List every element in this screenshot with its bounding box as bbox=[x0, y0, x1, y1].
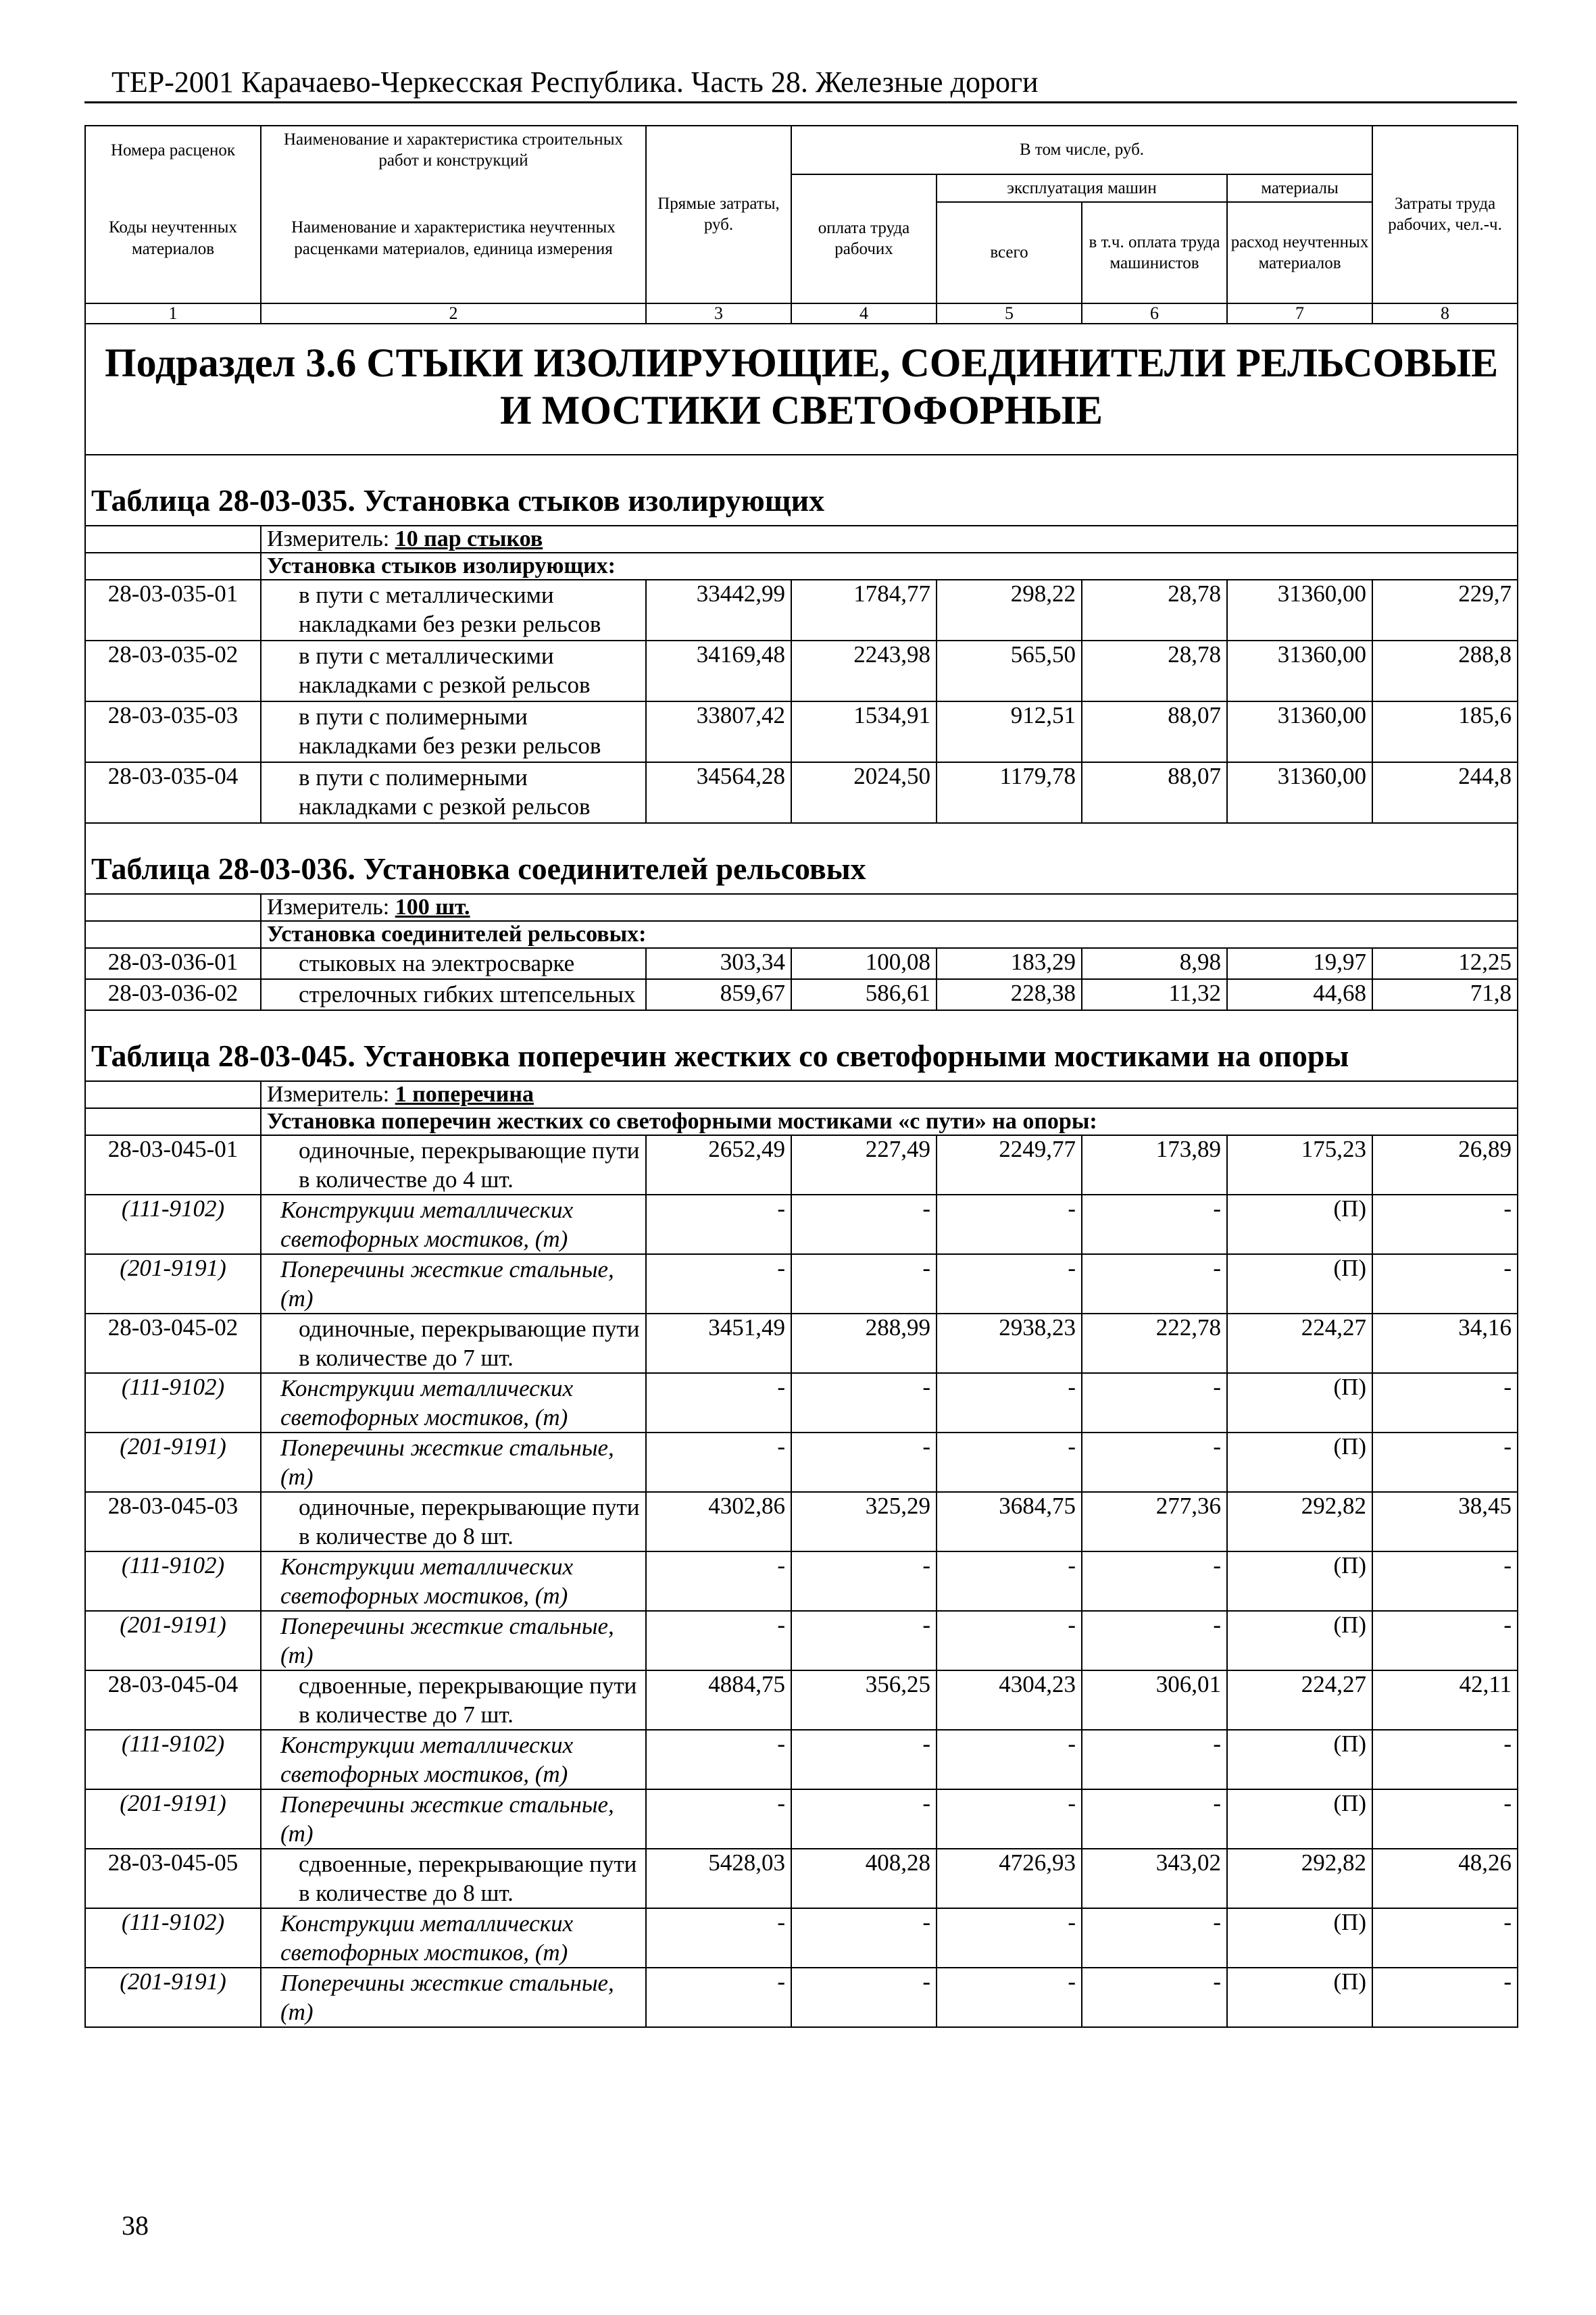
column-numbers-row bbox=[85, 303, 1518, 324]
material-row bbox=[85, 1968, 1518, 2027]
material-code: (111-9102) bbox=[85, 1730, 261, 1789]
dash-cell: - bbox=[1372, 1373, 1518, 1433]
dash-cell: - bbox=[646, 1968, 791, 2027]
material-row bbox=[85, 1433, 1518, 1492]
rate-description: сдвоенные, перекрывающие пути в количестве до 8 шт. bbox=[261, 1849, 646, 1908]
table-title: Таблица 28-03-045. Установка поперечин жестких со светофорными мостиками на опоры bbox=[85, 1010, 1518, 1081]
value-cell: 222,78 bbox=[1082, 1314, 1227, 1373]
header-rule bbox=[84, 101, 1517, 103]
rate-code: 28-03-035-01 bbox=[85, 580, 261, 641]
col-header-wages: оплата труда рабочих bbox=[791, 174, 937, 303]
dash-cell: - bbox=[1372, 1254, 1518, 1314]
value-cell: 175,23 bbox=[1227, 1135, 1372, 1195]
value-cell: 325,29 bbox=[791, 1492, 937, 1551]
col-number: 4 bbox=[791, 303, 937, 324]
value-cell: 244,8 bbox=[1372, 762, 1518, 823]
value-cell: 71,8 bbox=[1372, 979, 1518, 1010]
material-code: (201-9191) bbox=[85, 1611, 261, 1670]
dash-cell: - bbox=[646, 1730, 791, 1789]
col-header-labor: Затраты труда рабочих, чел.-ч. bbox=[1372, 126, 1518, 303]
rate-description: в пути с металлическими накладками с резкой рельсов bbox=[261, 641, 646, 701]
col-number: 2 bbox=[261, 303, 646, 324]
dash-cell: - bbox=[646, 1195, 791, 1254]
value-cell: 28,78 bbox=[1082, 641, 1227, 701]
measurement-value: 10 пар стыков bbox=[395, 526, 543, 551]
project-marker: (П) bbox=[1227, 1195, 1372, 1254]
material-description: Поперечины жесткие стальные, (т) bbox=[261, 1254, 646, 1314]
value-cell: 3451,49 bbox=[646, 1314, 791, 1373]
rate-description: в пути с полимерными накладками с резкой рельсов bbox=[261, 762, 646, 823]
section-title: Подраздел 3.6 СТЫКИ ИЗОЛИРУЮЩИЕ, СОЕДИНИТЕЛИ РЕЛЬСОВЫЕ И МОСТИКИ СВЕТОФОРНЫЕ bbox=[85, 324, 1518, 455]
value-cell: 3684,75 bbox=[937, 1492, 1082, 1551]
value-cell: 44,68 bbox=[1227, 979, 1372, 1010]
value-cell: 2243,98 bbox=[791, 641, 937, 701]
dash-cell: - bbox=[791, 1254, 937, 1314]
rates-table bbox=[84, 125, 1518, 2028]
value-cell: 859,67 bbox=[646, 979, 791, 1010]
value-cell: 306,01 bbox=[1082, 1670, 1227, 1730]
value-cell: 298,22 bbox=[937, 580, 1082, 641]
value-cell: 42,11 bbox=[1372, 1670, 1518, 1730]
value-cell: 2024,50 bbox=[791, 762, 937, 823]
value-cell: 38,45 bbox=[1372, 1492, 1518, 1551]
measurement-value: 1 поперечина bbox=[395, 1081, 534, 1107]
table-row bbox=[85, 580, 1518, 641]
project-marker: (П) bbox=[1227, 1433, 1372, 1492]
dash-cell: - bbox=[1082, 1908, 1227, 1968]
table-title: Таблица 28-03-035. Установка стыков изолирующих bbox=[85, 455, 1518, 526]
dash-cell: - bbox=[646, 1551, 791, 1611]
rate-description: в пути с металлическими накладками без резки рельсов bbox=[261, 580, 646, 641]
measurement-value: 100 шт. bbox=[395, 894, 470, 920]
value-cell: 288,99 bbox=[791, 1314, 937, 1373]
rate-description: стрелочных гибких штепсельных bbox=[261, 979, 646, 1010]
value-cell: 2249,77 bbox=[937, 1135, 1082, 1195]
value-cell: 100,08 bbox=[791, 948, 937, 979]
value-cell: 292,82 bbox=[1227, 1849, 1372, 1908]
col-header-machines: эксплуатация машин bbox=[937, 174, 1227, 202]
value-cell: 26,89 bbox=[1372, 1135, 1518, 1195]
value-cell: 183,29 bbox=[937, 948, 1082, 979]
col-header-material-codes: Коды неучтенных материалов bbox=[85, 174, 261, 303]
col-number: 5 bbox=[937, 303, 1082, 324]
table-row bbox=[85, 948, 1518, 979]
rate-code: 28-03-035-02 bbox=[85, 641, 261, 701]
material-code: (111-9102) bbox=[85, 1195, 261, 1254]
dash-cell: - bbox=[1082, 1433, 1227, 1492]
table-row bbox=[85, 979, 1518, 1010]
dash-cell: - bbox=[1082, 1195, 1227, 1254]
dash-cell: - bbox=[937, 1611, 1082, 1670]
col-header-operator-wages: в т.ч. оплата труда машинистов bbox=[1082, 202, 1227, 303]
material-code: (111-9102) bbox=[85, 1373, 261, 1433]
material-description: Конструкции металлических светофорных мостиков, (т) bbox=[261, 1730, 646, 1789]
dash-cell: - bbox=[1372, 1968, 1518, 2027]
empty-cell bbox=[85, 553, 261, 580]
value-cell: 33807,42 bbox=[646, 701, 791, 762]
table-row bbox=[85, 762, 1518, 823]
dash-cell: - bbox=[646, 1433, 791, 1492]
value-cell: 34169,48 bbox=[646, 641, 791, 701]
value-cell: 4884,75 bbox=[646, 1670, 791, 1730]
value-cell: 4304,23 bbox=[937, 1670, 1082, 1730]
rate-code: 28-03-035-03 bbox=[85, 701, 261, 762]
col-header-name: Наименование и характеристика строительных работ и конструкций bbox=[261, 126, 646, 174]
value-cell: 2652,49 bbox=[646, 1135, 791, 1195]
dash-cell: - bbox=[1082, 1789, 1227, 1849]
measurement-unit bbox=[261, 526, 1518, 553]
value-cell: 229,7 bbox=[1372, 580, 1518, 641]
value-cell: 1534,91 bbox=[791, 701, 937, 762]
rate-code: 28-03-036-01 bbox=[85, 948, 261, 979]
value-cell: 277,36 bbox=[1082, 1492, 1227, 1551]
dash-cell: - bbox=[791, 1908, 937, 1968]
rates-table-wrapper bbox=[84, 125, 1517, 2028]
material-description: Конструкции металлических светофорных мостиков, (т) bbox=[261, 1373, 646, 1433]
dash-cell: - bbox=[791, 1373, 937, 1433]
table-row bbox=[85, 1314, 1518, 1373]
dash-cell: - bbox=[791, 1611, 937, 1670]
empty-cell bbox=[85, 1081, 261, 1108]
value-cell: 228,38 bbox=[937, 979, 1082, 1010]
project-marker: (П) bbox=[1227, 1968, 1372, 2027]
dash-cell: - bbox=[791, 1433, 937, 1492]
value-cell: 288,8 bbox=[1372, 641, 1518, 701]
value-cell: 1179,78 bbox=[937, 762, 1082, 823]
empty-cell bbox=[85, 921, 261, 948]
group-heading: Установка поперечин жестких со светофорными мостиками «с пути» на опоры: bbox=[261, 1108, 1518, 1135]
value-cell: 88,07 bbox=[1082, 762, 1227, 823]
value-cell: 12,25 bbox=[1372, 948, 1518, 979]
dash-cell: - bbox=[1082, 1730, 1227, 1789]
group-heading: Установка соединителей рельсовых: bbox=[261, 921, 1518, 948]
value-cell: 5428,03 bbox=[646, 1849, 791, 1908]
col-number: 8 bbox=[1372, 303, 1518, 324]
project-marker: (П) bbox=[1227, 1551, 1372, 1611]
table-title: Таблица 28-03-036. Установка соединителей рельсовых bbox=[85, 823, 1518, 894]
dash-cell: - bbox=[1372, 1730, 1518, 1789]
table-row bbox=[85, 1670, 1518, 1730]
dash-cell: - bbox=[937, 1254, 1082, 1314]
document-header: ТЕР-2001 Карачаево-Черкесская Республика. Часть 28. Железные дороги bbox=[111, 66, 1039, 99]
value-cell: 4302,86 bbox=[646, 1492, 791, 1551]
dash-cell: - bbox=[937, 1908, 1082, 1968]
material-description: Поперечины жесткие стальные, (т) bbox=[261, 1611, 646, 1670]
project-marker: (П) bbox=[1227, 1254, 1372, 1314]
value-cell: 4726,93 bbox=[937, 1849, 1082, 1908]
rate-description: сдвоенные, перекрывающие пути в количестве до 7 шт. bbox=[261, 1670, 646, 1730]
value-cell: 88,07 bbox=[1082, 701, 1227, 762]
measurement-unit bbox=[261, 894, 1518, 921]
measurement-label: Измеритель: bbox=[267, 526, 395, 551]
material-code: (201-9191) bbox=[85, 1789, 261, 1849]
value-cell: 185,6 bbox=[1372, 701, 1518, 762]
material-code: (201-9191) bbox=[85, 1968, 261, 2027]
material-row bbox=[85, 1730, 1518, 1789]
rate-code: 28-03-045-03 bbox=[85, 1492, 261, 1551]
page-number: 38 bbox=[122, 2210, 149, 2241]
col-number: 7 bbox=[1227, 303, 1372, 324]
material-row bbox=[85, 1551, 1518, 1611]
value-cell: 19,97 bbox=[1227, 948, 1372, 979]
rate-description: одиночные, перекрывающие пути в количестве до 4 шт. bbox=[261, 1135, 646, 1195]
col-number: 1 bbox=[85, 303, 261, 324]
rate-description: в пути с полимерными накладками без резки рельсов bbox=[261, 701, 646, 762]
dash-cell: - bbox=[937, 1968, 1082, 2027]
dash-cell: - bbox=[646, 1611, 791, 1670]
value-cell: 292,82 bbox=[1227, 1492, 1372, 1551]
rate-code: 28-03-035-04 bbox=[85, 762, 261, 823]
dash-cell: - bbox=[646, 1373, 791, 1433]
value-cell: 227,49 bbox=[791, 1135, 937, 1195]
col-header-material-consumption: расход неучтенных материалов bbox=[1227, 202, 1372, 303]
col-number: 3 bbox=[646, 303, 791, 324]
dash-cell: - bbox=[937, 1433, 1082, 1492]
value-cell: 31360,00 bbox=[1227, 762, 1372, 823]
value-cell: 343,02 bbox=[1082, 1849, 1227, 1908]
rate-description: стыковых на электросварке bbox=[261, 948, 646, 979]
material-description: Конструкции металлических светофорных мостиков, (т) bbox=[261, 1551, 646, 1611]
rate-code: 28-03-045-04 bbox=[85, 1670, 261, 1730]
dash-cell: - bbox=[1082, 1551, 1227, 1611]
dash-cell: - bbox=[791, 1789, 937, 1849]
value-cell: 586,61 bbox=[791, 979, 937, 1010]
dash-cell: - bbox=[1372, 1195, 1518, 1254]
material-description: Конструкции металлических светофорных мостиков, (т) bbox=[261, 1195, 646, 1254]
col-header-material-name: Наименование и характеристика неучтенных расценками материалов, единица измерения bbox=[261, 174, 646, 303]
dash-cell: - bbox=[937, 1195, 1082, 1254]
value-cell: 408,28 bbox=[791, 1849, 937, 1908]
dash-cell: - bbox=[646, 1789, 791, 1849]
value-cell: 33442,99 bbox=[646, 580, 791, 641]
material-description: Поперечины жесткие стальные, (т) bbox=[261, 1789, 646, 1849]
material-code: (201-9191) bbox=[85, 1254, 261, 1314]
dash-cell: - bbox=[937, 1730, 1082, 1789]
value-cell: 356,25 bbox=[791, 1670, 937, 1730]
table-row bbox=[85, 1849, 1518, 1908]
material-row bbox=[85, 1254, 1518, 1314]
dash-cell: - bbox=[791, 1195, 937, 1254]
dash-cell: - bbox=[937, 1551, 1082, 1611]
material-description: Поперечины жесткие стальные, (т) bbox=[261, 1433, 646, 1492]
material-row bbox=[85, 1195, 1518, 1254]
material-row bbox=[85, 1789, 1518, 1849]
project-marker: (П) bbox=[1227, 1611, 1372, 1670]
measurement-unit bbox=[261, 1081, 1518, 1108]
value-cell: 31360,00 bbox=[1227, 701, 1372, 762]
col-header-codes: Номера расценок bbox=[85, 126, 261, 174]
material-code: (111-9102) bbox=[85, 1908, 261, 1968]
table-row bbox=[85, 641, 1518, 701]
empty-cell bbox=[85, 894, 261, 921]
dash-cell: - bbox=[1082, 1968, 1227, 2027]
empty-cell bbox=[85, 526, 261, 553]
col-header-direct-costs: Прямые затраты, руб. bbox=[646, 126, 791, 303]
value-cell: 1784,77 bbox=[791, 580, 937, 641]
dash-cell: - bbox=[1372, 1433, 1518, 1492]
value-cell: 28,78 bbox=[1082, 580, 1227, 641]
rate-code: 28-03-045-01 bbox=[85, 1135, 261, 1195]
rate-code: 28-03-036-02 bbox=[85, 979, 261, 1010]
value-cell: 34564,28 bbox=[646, 762, 791, 823]
material-description: Поперечины жесткие стальные, (т) bbox=[261, 1968, 646, 2027]
dash-cell: - bbox=[937, 1789, 1082, 1849]
material-code: (111-9102) bbox=[85, 1551, 261, 1611]
value-cell: 34,16 bbox=[1372, 1314, 1518, 1373]
rate-description: одиночные, перекрывающие пути в количестве до 7 шт. bbox=[261, 1314, 646, 1373]
dash-cell: - bbox=[646, 1254, 791, 1314]
rate-code: 28-03-045-02 bbox=[85, 1314, 261, 1373]
col-number: 6 bbox=[1082, 303, 1227, 324]
table-row bbox=[85, 1492, 1518, 1551]
value-cell: 11,32 bbox=[1082, 979, 1227, 1010]
value-cell: 31360,00 bbox=[1227, 641, 1372, 701]
dash-cell: - bbox=[791, 1730, 937, 1789]
dash-cell: - bbox=[791, 1551, 937, 1611]
material-row bbox=[85, 1908, 1518, 1968]
table-row bbox=[85, 1135, 1518, 1195]
dash-cell: - bbox=[1372, 1908, 1518, 1968]
value-cell: 565,50 bbox=[937, 641, 1082, 701]
rate-description: одиночные, перекрывающие пути в количестве до 8 шт. bbox=[261, 1492, 646, 1551]
material-code: (201-9191) bbox=[85, 1433, 261, 1492]
col-header-including: В том числе, руб. bbox=[791, 126, 1372, 174]
material-description: Конструкции металлических светофорных мостиков, (т) bbox=[261, 1908, 646, 1968]
col-header-materials: материалы bbox=[1227, 174, 1372, 202]
material-row bbox=[85, 1611, 1518, 1670]
value-cell: 912,51 bbox=[937, 701, 1082, 762]
group-heading: Установка стыков изолирующих: bbox=[261, 553, 1518, 580]
value-cell: 2938,23 bbox=[937, 1314, 1082, 1373]
value-cell: 224,27 bbox=[1227, 1314, 1372, 1373]
project-marker: (П) bbox=[1227, 1373, 1372, 1433]
dash-cell: - bbox=[646, 1908, 791, 1968]
dash-cell: - bbox=[937, 1373, 1082, 1433]
measurement-label: Измеритель: bbox=[267, 894, 395, 920]
dash-cell: - bbox=[1082, 1611, 1227, 1670]
project-marker: (П) bbox=[1227, 1908, 1372, 1968]
empty-cell bbox=[85, 1108, 261, 1135]
dash-cell: - bbox=[1082, 1254, 1227, 1314]
value-cell: 173,89 bbox=[1082, 1135, 1227, 1195]
value-cell: 31360,00 bbox=[1227, 580, 1372, 641]
table-row bbox=[85, 701, 1518, 762]
measurement-label: Измеритель: bbox=[267, 1081, 395, 1107]
value-cell: 224,27 bbox=[1227, 1670, 1372, 1730]
value-cell: 48,26 bbox=[1372, 1849, 1518, 1908]
col-header-machines-total: всего bbox=[937, 202, 1082, 303]
rate-code: 28-03-045-05 bbox=[85, 1849, 261, 1908]
dash-cell: - bbox=[1372, 1551, 1518, 1611]
dash-cell: - bbox=[1372, 1789, 1518, 1849]
value-cell: 8,98 bbox=[1082, 948, 1227, 979]
dash-cell: - bbox=[1372, 1611, 1518, 1670]
dash-cell: - bbox=[1082, 1373, 1227, 1433]
project-marker: (П) bbox=[1227, 1730, 1372, 1789]
material-row bbox=[85, 1373, 1518, 1433]
project-marker: (П) bbox=[1227, 1789, 1372, 1849]
dash-cell: - bbox=[791, 1968, 937, 2027]
value-cell: 303,34 bbox=[646, 948, 791, 979]
